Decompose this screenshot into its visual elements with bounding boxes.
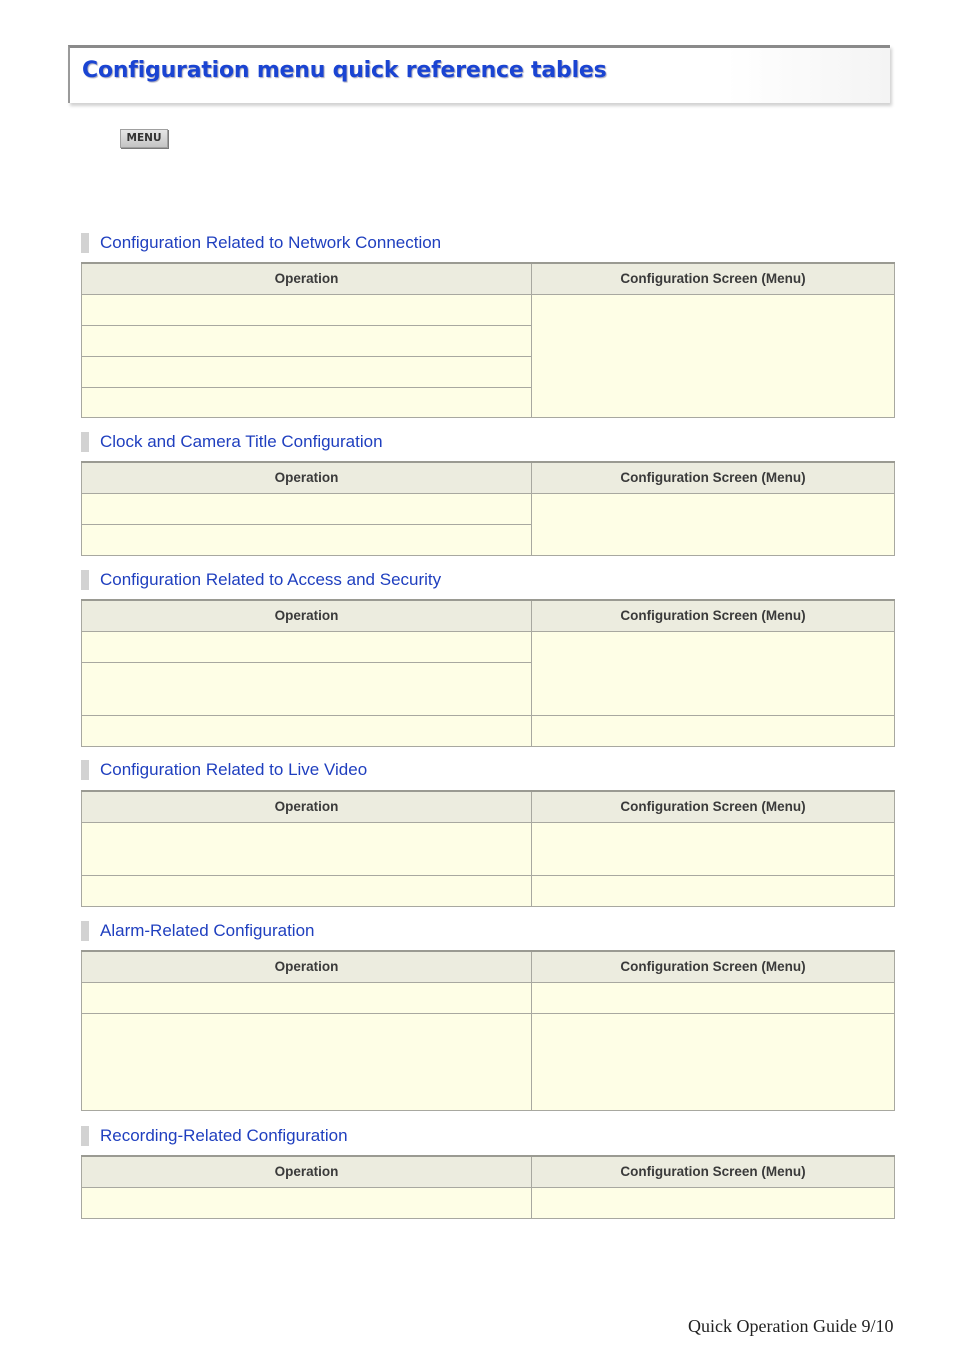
table-cell [82, 524, 532, 555]
table-security [81, 599, 895, 747]
table-cell [532, 1187, 895, 1218]
column-header-operation: Operation [82, 951, 532, 982]
table-cell [532, 1013, 895, 1110]
section-marker [81, 921, 89, 941]
table-cell [82, 631, 532, 662]
table-cell [532, 294, 895, 417]
table-cell [532, 822, 895, 875]
section-marker [81, 432, 89, 452]
table-cell [532, 875, 895, 906]
table-cell [82, 662, 532, 715]
table-cell [82, 325, 532, 356]
column-header-config-screen: Configuration Screen (Menu) [532, 263, 895, 294]
section-marker [81, 570, 89, 590]
column-header-operation: Operation [82, 791, 532, 822]
column-header-operation: Operation [82, 1156, 532, 1187]
table-cell [82, 294, 532, 325]
page-title-box [68, 45, 890, 103]
table-cell [532, 982, 895, 1013]
column-header-config-screen: Configuration Screen (Menu) [532, 1156, 895, 1187]
table-alarm [81, 950, 895, 1111]
column-header-operation: Operation [82, 263, 532, 294]
section-marker [81, 1126, 89, 1146]
table-cell [532, 715, 895, 746]
section-title: Configuration Related to Live Video [100, 760, 368, 779]
column-header-config-screen: Configuration Screen (Menu) [532, 951, 895, 982]
section-title: Recording-Related Configuration [100, 1126, 348, 1145]
section-title: Configuration Related to Access and Security [100, 570, 442, 589]
table-cell [82, 387, 532, 417]
column-header-config-screen: Configuration Screen (Menu) [532, 462, 895, 493]
menu-button-badge: MENU [120, 129, 168, 148]
page-title: Configuration menu quick reference tables [82, 58, 607, 83]
table-cell [82, 982, 532, 1013]
column-header-config-screen: Configuration Screen (Menu) [532, 791, 895, 822]
section-title: Configuration Related to Network Connection [100, 233, 442, 252]
column-header-operation: Operation [82, 600, 532, 631]
column-header-config-screen: Configuration Screen (Menu) [532, 600, 895, 631]
section-marker [81, 233, 89, 253]
page-footer: Quick Operation Guide 9/10 [688, 1316, 894, 1336]
table-cell [532, 631, 895, 715]
table-cell [82, 875, 532, 906]
table-network [81, 262, 895, 418]
table-cell [82, 493, 532, 524]
table-cell [82, 1187, 532, 1218]
table-live-video [81, 790, 895, 907]
column-header-operation: Operation [82, 462, 532, 493]
table-recording [81, 1155, 895, 1219]
table-cell [532, 493, 895, 555]
section-title: Alarm-Related Configuration [100, 921, 315, 940]
table-cell [82, 356, 532, 387]
table-clock [81, 461, 895, 556]
section-title: Clock and Camera Title Configuration [100, 432, 383, 451]
table-cell [82, 1013, 532, 1110]
section-marker [81, 760, 89, 780]
table-cell [82, 822, 532, 875]
table-cell [82, 715, 532, 746]
